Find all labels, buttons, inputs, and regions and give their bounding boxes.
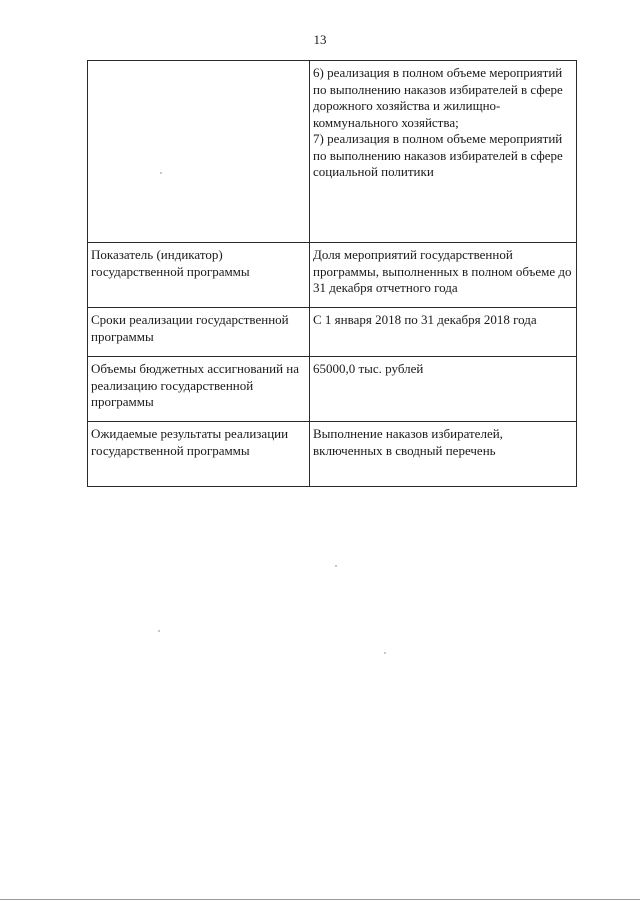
table-row-terms xyxy=(88,308,577,357)
results-label-cell: Ожидаемые результаты реализации государственной программы xyxy=(88,422,310,487)
scan-speck xyxy=(335,565,337,567)
scan-speck xyxy=(158,630,160,632)
goal-item-7: 7) реализация в полном объеме мероприятий по выполнению наказов избирателей в сфере социальной политики xyxy=(313,131,563,179)
terms-value-cell: С 1 января 2018 по 31 декабря 2018 года xyxy=(310,308,577,357)
terms-label-cell: Сроки реализации государственной программы xyxy=(88,308,310,357)
scan-bottom-edge xyxy=(0,899,640,900)
goals-label-cell xyxy=(88,61,310,243)
page-number: 13 xyxy=(313,32,327,47)
budget-value-cell: 65000,0 тыс. рублей xyxy=(310,357,577,422)
goal-item-6: 6) реализация в полном объеме мероприятий по выполнению наказов избирателей в сфере дорожного хозяйства и жилищно-коммунального хозяйства; xyxy=(313,65,563,130)
indicator-label-cell: Показатель (индикатор) государственной программы xyxy=(88,243,310,308)
indicator-value-cell: Доля мероприятий государственной программы, выполненных в полном объеме до 31 декабря отчетного года xyxy=(310,243,577,308)
table-row-results xyxy=(88,422,577,487)
scan-speck xyxy=(384,652,386,654)
scan-speck xyxy=(160,172,162,174)
table-row-goals xyxy=(88,61,577,243)
results-value-cell: Выполнение наказов избирателей, включенных в сводный перечень xyxy=(310,422,577,487)
program-passport-table xyxy=(87,60,577,487)
table-row-indicator xyxy=(88,243,577,308)
budget-label-cell: Объемы бюджетных ассигнований на реализацию государственной программы xyxy=(88,357,310,422)
goals-value-cell xyxy=(310,61,577,243)
table-row-budget xyxy=(88,357,577,422)
